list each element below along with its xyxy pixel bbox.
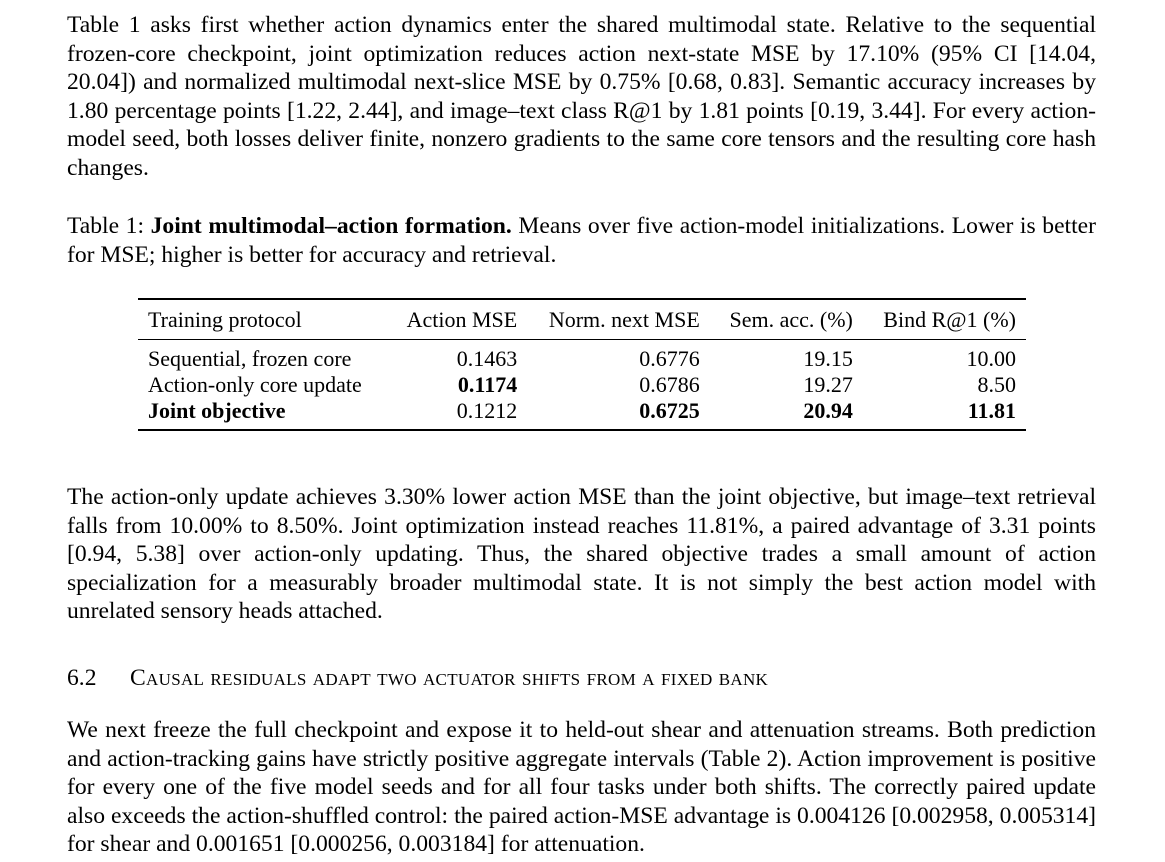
intro-paragraph: Table 1 asks first whether action dynamics enter the shared multimodal state. Relative to the sequential frozen-core checkpoint, joint optimization reduces action next-state MSE by 17.10% (95% CI [14.04, 20.04]) and normalized multimodal next-slice MSE by 0.75% [0.68, 0.83]. Semantic accuracy increases by 1.80 percentage points [1.22, 2.44], and image–text class R@1 by 1.81 points [0.19, 3.44]. For every action-model seed, both losses deliver finite, nonzero gradients to the same core tensors and the resulting core hash changes.: [67, 12, 1096, 181]
cell-protocol: Joint objective: [148, 398, 286, 423]
cell-sem-acc: 19.15: [803, 346, 853, 371]
section-heading: [67, 664, 1096, 692]
section-title: Causal residuals adapt two actuator shifts from a fixed bank: [130, 665, 769, 691]
table-caption-prefix: Table 1:: [67, 213, 151, 239]
header-bind-r1: Bind R@1 (%): [883, 306, 1016, 332]
table-caption: [67, 212, 1096, 269]
cell-norm-next-mse: 0.6725: [639, 398, 700, 423]
cell-norm-next-mse: 0.6786: [639, 372, 700, 397]
table-caption-title: Joint multimodal–action formation.: [150, 213, 512, 239]
cell-norm-next-mse: 0.6776: [639, 346, 700, 371]
cell-bind-r1: 11.81: [967, 398, 1016, 423]
cell-protocol: Sequential, frozen core: [148, 346, 352, 371]
results-table-wrapper: [138, 298, 1026, 431]
cell-sem-acc: 19.27: [803, 372, 853, 397]
cell-bind-r1: 8.50: [977, 372, 1016, 397]
cell-action-mse: 0.1212: [456, 398, 518, 423]
table-header-row: [138, 299, 1026, 340]
header-training-protocol: Training protocol: [148, 306, 302, 332]
header-norm-next-mse: Norm. next MSE: [548, 306, 700, 332]
table-row: [138, 372, 1026, 398]
cell-protocol: Action-only core update: [148, 372, 362, 397]
shifts-paragraph: We next freeze the full checkpoint and expose it to held-out shear and attenuation streams. Both prediction and action-tracking gains have strictly positive aggregate intervals (Table 2). Action improvement is positive for every one of the five model seeds and for all four tasks under both shifts. The correctly paired update also exceeds the action-shuffled control: the paired action-MSE advantage is 0.004126 [0.002958, 0.005314] for shear and 0.001651 [0.000256, 0.003184] for attenuation.: [67, 717, 1096, 858]
discussion-paragraph: The action-only update achieves 3.30% lower action MSE than the joint objective, but image–text retrieval falls from 10.00% to 8.50%. Joint optimization instead reaches 11.81%, a paired advantage of 3.31 points [0.94, 5.38] over action-only updating. Thus, the shared objective trades a small amount of action specialization for a measurably broader multimodal state. It is not simply the best action model with unrelated sensory heads attached.: [67, 484, 1096, 625]
header-action-mse: Action MSE: [406, 306, 518, 332]
results-table: [138, 298, 1026, 431]
table-row: [138, 398, 1026, 430]
cell-bind-r1: 10.00: [966, 346, 1016, 371]
table-caption-text: Means over five action-model initializations. Lower is better for MSE; higher is better for accuracy and retrieval.: [67, 213, 1096, 268]
table-row: [138, 340, 1026, 373]
cell-action-mse: 0.1174: [457, 372, 518, 397]
header-sem-acc: Sem. acc. (%): [729, 306, 853, 332]
cell-sem-acc: 20.94: [803, 398, 853, 423]
cell-action-mse: 0.1463: [456, 346, 518, 371]
section-number: 6.2: [67, 665, 97, 691]
